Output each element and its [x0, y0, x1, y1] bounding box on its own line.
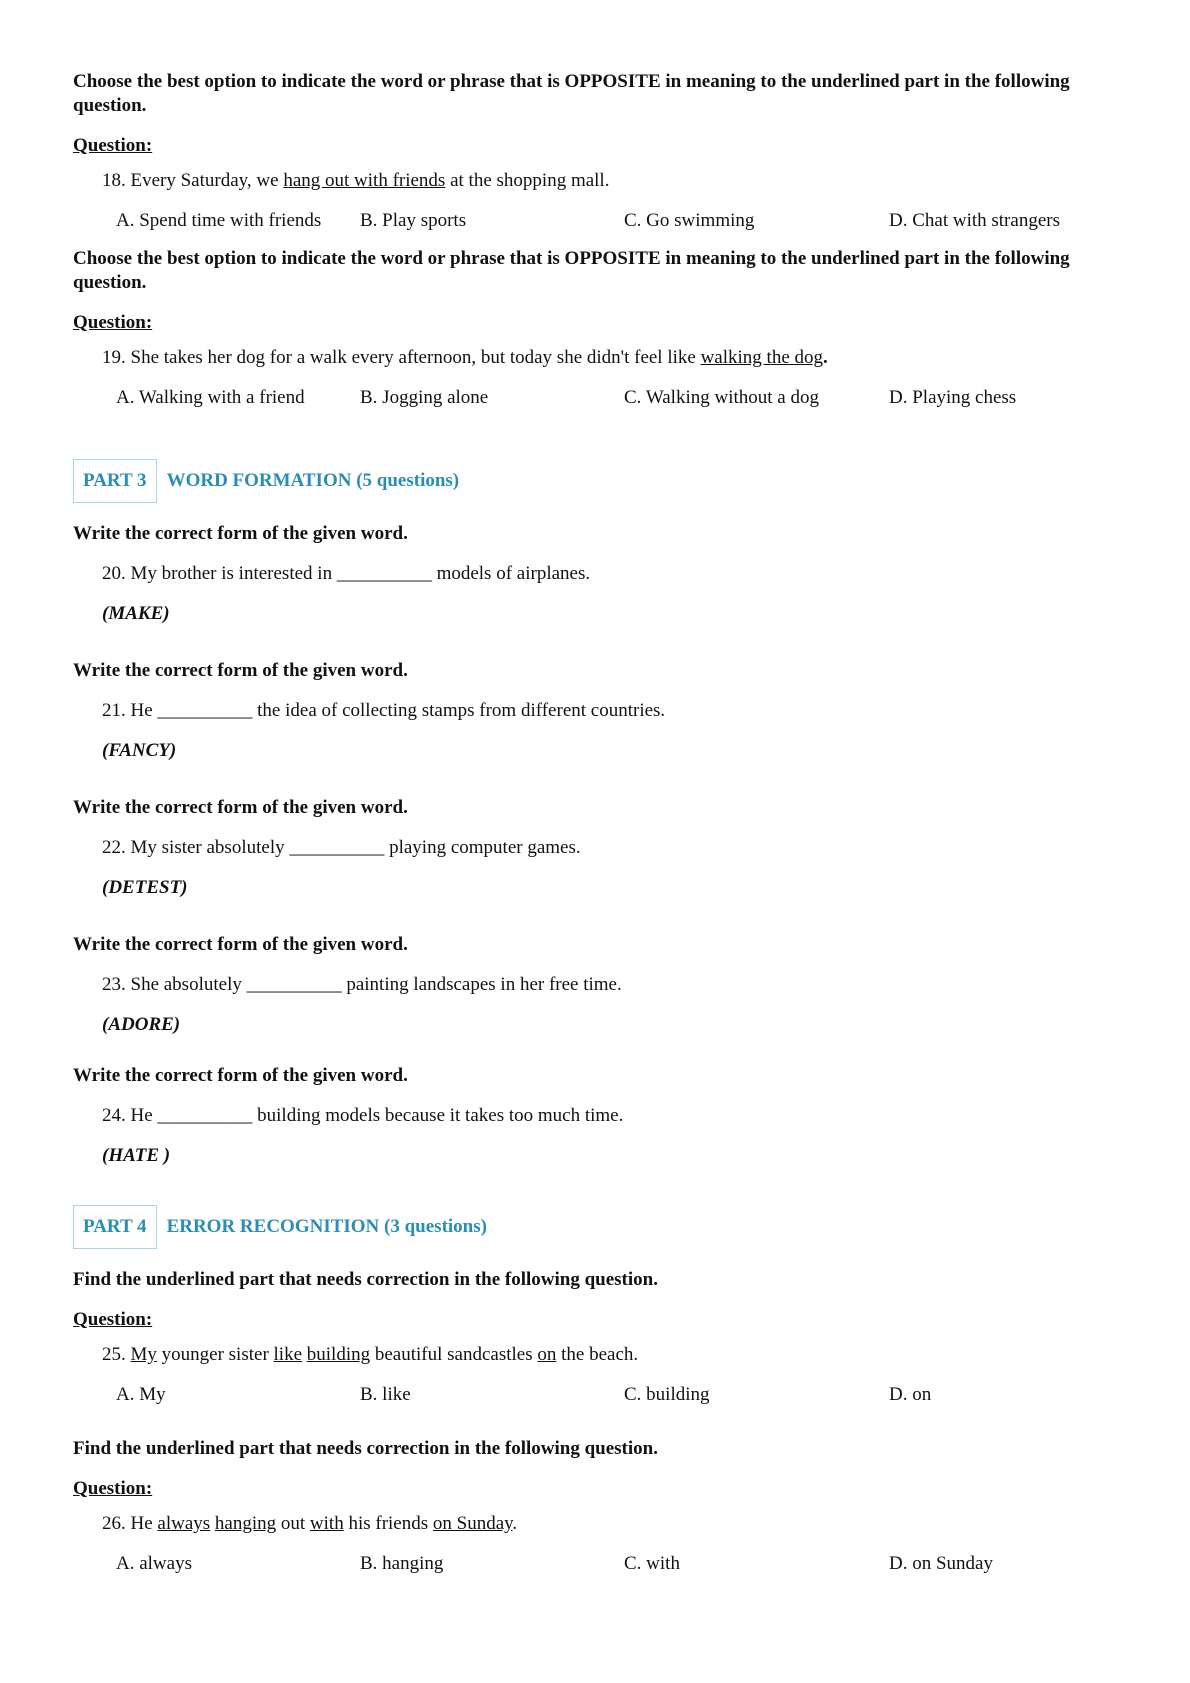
given-word: (HATE ) — [102, 1145, 171, 1166]
option-c[interactable]: C. building — [624, 1384, 710, 1405]
option-a[interactable]: A. Walking with a friend — [116, 387, 305, 408]
option-d[interactable]: D. on — [889, 1384, 932, 1405]
answer-options — [73, 1383, 1103, 1407]
answer-options — [73, 1552, 1103, 1576]
question-stem — [73, 1343, 1103, 1367]
given-word: (FANCY) — [102, 740, 177, 761]
stem-text: younger sister — [156, 1344, 274, 1365]
instruction: Choose the best option to indicate the word or phrase that is OPPOSITE in meaning to the underlined part in the following question. — [73, 248, 1070, 293]
given-word: (ADORE) — [102, 1014, 181, 1035]
part-tag: PART 3 — [73, 459, 157, 503]
stem-text: 26. He — [102, 1513, 158, 1534]
stem-text: at the shopping mall. — [445, 170, 610, 191]
part-title: WORD FORMATION (5 questions) — [166, 470, 460, 491]
question-stem: 23. She absolutely __________ painting landscapes in her free time. — [102, 974, 622, 995]
option-d[interactable]: D. on Sunday — [889, 1553, 993, 1574]
option-a[interactable]: A. Spend time with friends — [116, 210, 322, 231]
question-20-block — [73, 522, 1103, 626]
option-c[interactable]: C. Go swimming — [624, 210, 755, 231]
instruction: Write the correct form of the given word. — [73, 797, 408, 818]
stem-text: . — [512, 1513, 518, 1534]
question-25-block — [73, 1268, 1103, 1407]
question-18-block — [73, 70, 1103, 233]
question-24-block — [73, 1064, 1103, 1168]
part-3-header — [73, 459, 1103, 503]
instruction: Find the underlined part that needs correction in the following question. — [73, 1269, 658, 1290]
question-stem: 22. My sister absolutely __________ playing computer games. — [102, 837, 581, 858]
option-b[interactable]: B. Jogging alone — [360, 387, 489, 408]
part-title: ERROR RECOGNITION (3 questions) — [166, 1216, 487, 1237]
instruction: Write the correct form of the given word. — [73, 523, 408, 544]
stem-text: his friends — [343, 1513, 433, 1534]
question-stem: 24. He __________ building models because it takes too much time. — [102, 1105, 624, 1126]
option-d[interactable]: D. Playing chess — [889, 387, 1017, 408]
underlined-part-b: hanging — [214, 1513, 277, 1534]
given-word: (DETEST) — [102, 877, 188, 898]
question-label: Question: — [73, 312, 153, 333]
question-stem — [73, 346, 1103, 370]
question-stem: 20. My brother is interested in __________ models of airplanes. — [102, 563, 591, 584]
option-b[interactable]: B. hanging — [360, 1553, 444, 1574]
option-a[interactable]: A. My — [116, 1384, 166, 1405]
stem-text: beautiful sandcastles — [370, 1344, 538, 1365]
underlined-part-c: with — [309, 1513, 344, 1534]
part-4-header — [73, 1205, 1103, 1249]
stem-text: the beach. — [556, 1344, 639, 1365]
answer-options — [73, 386, 1103, 410]
given-word: (MAKE) — [102, 603, 170, 624]
option-d[interactable]: D. Chat with strangers — [889, 210, 1060, 231]
question-stem — [73, 169, 1103, 193]
underlined-part-a: always — [157, 1513, 211, 1534]
option-b[interactable]: B. like — [360, 1384, 411, 1405]
option-b[interactable]: B. Play sports — [360, 210, 467, 231]
instruction: Write the correct form of the given word. — [73, 1065, 408, 1086]
question-stem: 21. He __________ the idea of collecting stamps from different countries. — [102, 700, 666, 721]
underlined-phrase: hang out with friends — [283, 170, 446, 191]
underlined-part-d: on — [537, 1344, 557, 1365]
option-a[interactable]: A. always — [116, 1553, 192, 1574]
question-23-block — [73, 933, 1103, 1037]
instruction: Write the correct form of the given word. — [73, 934, 408, 955]
instruction: Choose the best option to indicate the word or phrase that is OPPOSITE in meaning to the underlined part in the following question. — [73, 71, 1070, 116]
underlined-phrase: walking the dog — [700, 347, 824, 368]
stem-text: . — [823, 347, 828, 368]
question-stem — [73, 1512, 1103, 1536]
question-26-block — [73, 1437, 1103, 1576]
question-19-block — [73, 247, 1103, 410]
part-tag: PART 4 — [73, 1205, 157, 1249]
stem-text: 18. Every Saturday, we — [102, 170, 284, 191]
stem-text: 19. She takes her dog for a walk every afternoon, but today she didn't feel like — [102, 347, 701, 368]
question-21-block — [73, 659, 1103, 763]
stem-text: out — [276, 1513, 310, 1534]
option-c[interactable]: C. with — [624, 1553, 680, 1574]
stem-text: 25. — [102, 1344, 131, 1365]
question-22-block — [73, 796, 1103, 900]
question-label: Question: — [73, 1478, 153, 1499]
underlined-part-a: My — [130, 1344, 157, 1365]
instruction: Write the correct form of the given word. — [73, 660, 408, 681]
underlined-part-d: on Sunday — [432, 1513, 513, 1534]
option-c[interactable]: C. Walking without a dog — [624, 387, 819, 408]
answer-options — [73, 209, 1103, 233]
underlined-part-b: like — [273, 1344, 303, 1365]
question-label: Question: — [73, 1309, 153, 1330]
question-label: Question: — [73, 135, 153, 156]
instruction: Find the underlined part that needs correction in the following question. — [73, 1438, 658, 1459]
underlined-part-c: building — [306, 1344, 371, 1365]
